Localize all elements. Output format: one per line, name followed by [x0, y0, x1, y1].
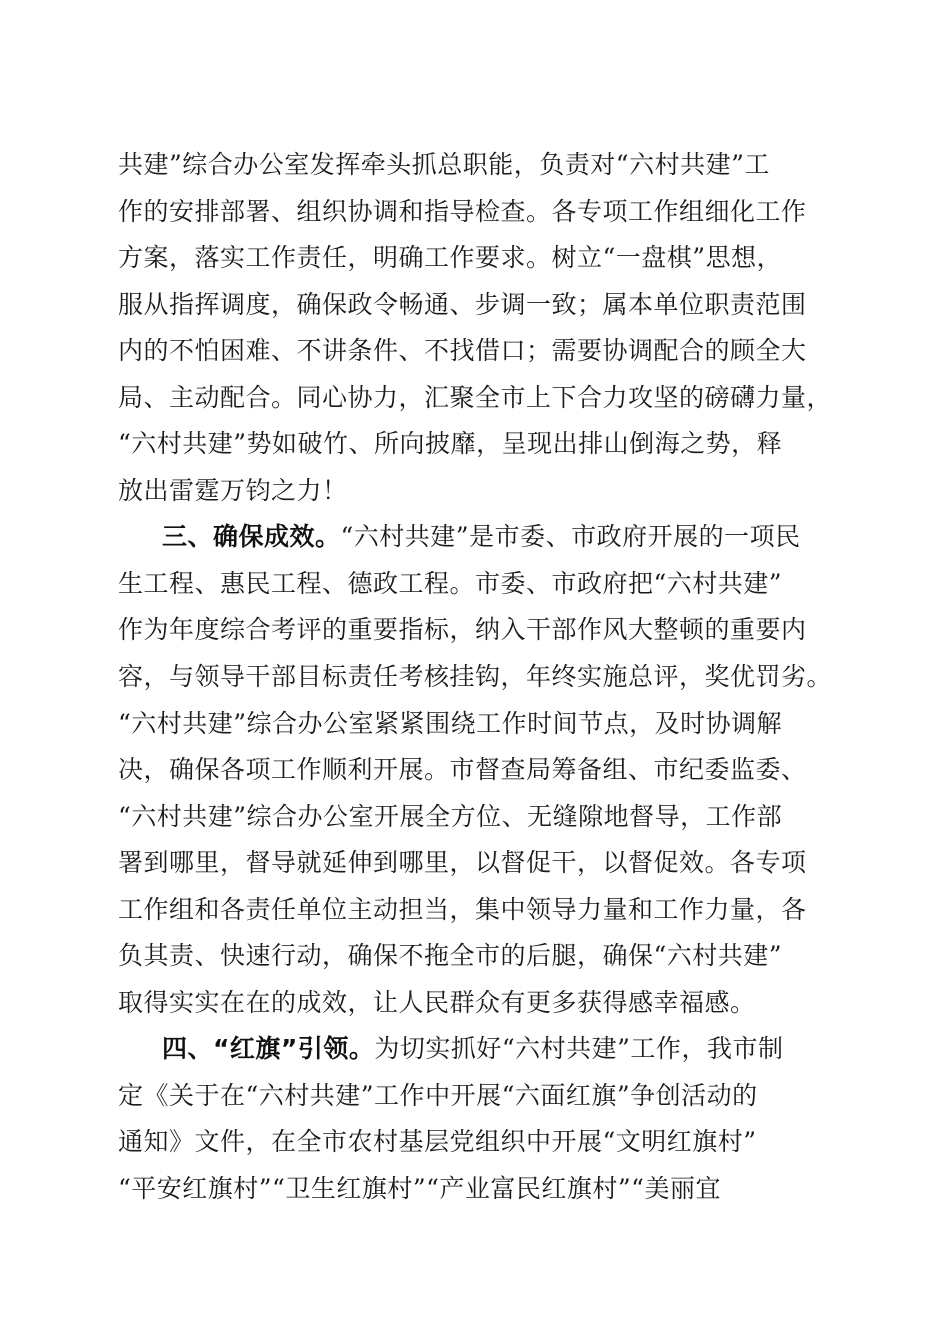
section-3-first-line-text: “六村共建”是市委、市政府开展的一项民 — [340, 522, 801, 552]
text-line: 服从指挥调度，确保政令畅通、步调一致；属本单位职责范围 — [118, 289, 807, 319]
section-3-heading: 三、确保成效。 — [162, 522, 341, 552]
text-line: 生工程、惠民工程、德政工程。市委、市政府把“六村共建” — [118, 568, 783, 598]
body-text — [118, 142, 833, 1213]
section-4-first-line — [118, 1026, 830, 1073]
text-line: 负其责、快速行动，确保不拖全市的后腿，确保“六村共建” — [118, 941, 783, 971]
text-line: 通知》文件，在全市农村基层党组织中开展“文明红旗村” — [118, 1127, 757, 1157]
text-line: 定《关于在“六村共建”工作中开展“六面红旗”争创活动的 — [118, 1080, 758, 1110]
text-line: 方案，落实工作责任，明确工作要求。树立“一盘棋”思想， — [118, 243, 783, 273]
text-line: 共建”综合办公室发挥牵头抓总职能，负责对“六村共建”工 — [118, 150, 770, 179]
text-line: 内的不怕困难、不讲条件、不找借口；需要协调配合的顾全大 — [118, 336, 807, 366]
section-3-first-line — [118, 514, 830, 561]
text-line: “六村共建”综合办公室开展全方位、无缝隙地督导，工作部 — [118, 801, 783, 831]
text-line: 放出雷霆万钧之力！ — [118, 475, 348, 505]
text-line: 决，确保各项工作顺利开展。市督查局筹备组、市纪委监委、 — [118, 755, 807, 785]
text-line: 署到哪里，督导就延伸到哪里，以督促干，以督促效。各专项 — [118, 848, 807, 878]
text-line: “平安红旗村”“卫生红旗村”“产业富民红旗村”“美丽宜 — [118, 1174, 721, 1204]
text-line: “六村共建”势如破竹、所向披靡，呈现出排山倒海之势，释 — [118, 429, 783, 459]
text-line: “六村共建”综合办公室紧紧围绕工作时间节点，及时协调解 — [118, 708, 783, 738]
text-line: 作的安排部署、组织协调和指导检查。各专项工作组细化工作 — [118, 196, 807, 226]
text-line: 作为年度综合考评的重要指标，纳入干部作风大整顿的重要内 — [118, 615, 807, 645]
section-4-heading: 四、“红旗”引领。 — [162, 1034, 375, 1064]
text-line: 容，与领导干部目标责任考核挂钩，年终实施总评，奖优罚劣。 — [118, 662, 833, 692]
text-line: 工作组和各责任单位主动担当，集中领导力量和工作力量，各 — [118, 894, 807, 924]
section-4-first-line-text: 为切实抓好“六村共建”工作，我市制 — [374, 1034, 784, 1064]
text-line: 局、主动配合。同心协力，汇聚全市上下合力攻坚的磅礴力量， — [118, 382, 833, 412]
text-line: 取得实实在在的成效，让人民群众有更多获得感幸福感。 — [118, 987, 756, 1017]
